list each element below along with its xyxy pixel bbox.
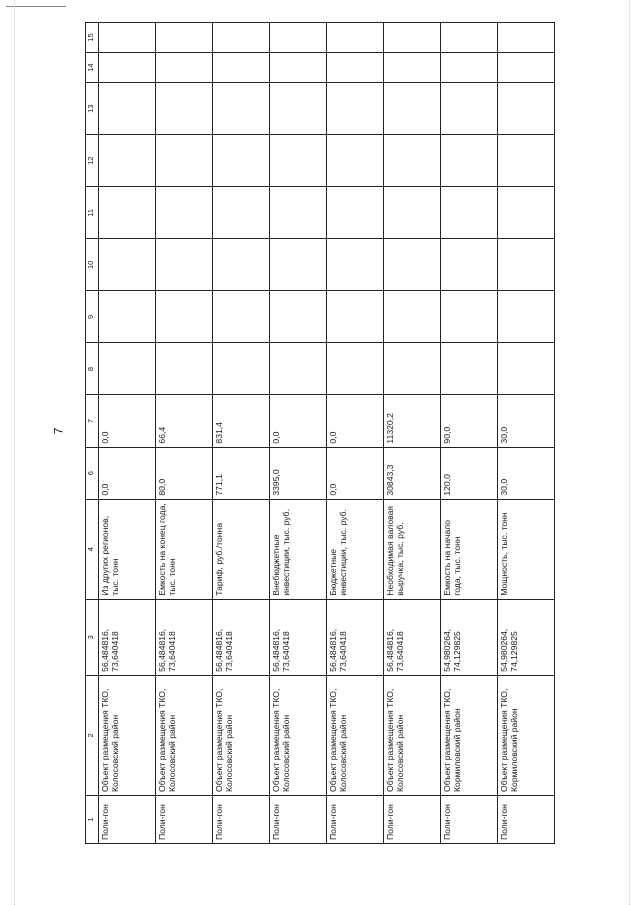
column-header: 9 <box>86 291 99 343</box>
table-cell: 30843,3 <box>384 447 441 499</box>
table-cell <box>384 53 441 83</box>
table-cell: 831,4 <box>213 395 270 447</box>
table-cell: 54,980264, 74,129825 <box>441 599 498 675</box>
table-cell: Поли-гон <box>384 795 441 843</box>
table-cell <box>99 239 156 291</box>
column-header: 14 <box>86 53 99 83</box>
table-cell <box>156 23 213 53</box>
table-cell <box>498 239 555 291</box>
table-cell <box>327 239 384 291</box>
column-header: 8 <box>86 343 99 395</box>
column-header: 15 <box>86 23 99 53</box>
table-cell <box>384 343 441 395</box>
table-cell: Объект размещения ТКО, Колосовский район <box>213 675 270 795</box>
column-header: 2 <box>86 675 99 795</box>
table-cell <box>498 135 555 187</box>
column-header: 10 <box>86 239 99 291</box>
table-cell: Объект размещения ТКО, Колосовский район <box>384 675 441 795</box>
table-cell <box>441 239 498 291</box>
table-cell: 80,0 <box>156 447 213 499</box>
column-header: 6 <box>86 447 99 499</box>
table-cell: Поли-гон <box>327 795 384 843</box>
scan-right-edge <box>629 0 630 905</box>
table-cell <box>99 23 156 53</box>
table-cell: 56,484816, 73,640418 <box>270 599 327 675</box>
table-cell: Бюджетные инвестиции, тыс. руб. <box>327 499 384 599</box>
table-cell <box>384 187 441 239</box>
table-cell: Из других регионов, тыс. тонн <box>99 499 156 599</box>
table-cell <box>270 239 327 291</box>
table-cell <box>213 135 270 187</box>
table-cell: 0,0 <box>99 447 156 499</box>
table-cell: Емкость на конец года, тыс. тонн <box>156 499 213 599</box>
table-cell: Объект размещения ТКО, Колосовский район <box>156 675 213 795</box>
table-cell <box>213 187 270 239</box>
table-row <box>498 23 555 844</box>
data-table <box>85 22 555 844</box>
table-cell: 30,0 <box>498 395 555 447</box>
table-cell <box>384 135 441 187</box>
table-cell <box>270 187 327 239</box>
column-header: 12 <box>86 135 99 187</box>
table-cell <box>441 135 498 187</box>
page-number: 7 <box>51 427 66 435</box>
table-cell: 56,484816, 73,640418 <box>99 599 156 675</box>
table-cell: Тариф, руб./тонна <box>213 499 270 599</box>
table-body <box>99 23 555 844</box>
table-cell <box>441 291 498 343</box>
table-cell <box>156 135 213 187</box>
table-cell <box>270 135 327 187</box>
table-row <box>213 23 270 844</box>
table-cell <box>156 53 213 83</box>
table-cell: 30,0 <box>498 447 555 499</box>
table-cell <box>498 291 555 343</box>
table-cell <box>270 343 327 395</box>
table-cell <box>498 53 555 83</box>
table-cell: 120,0 <box>441 447 498 499</box>
table-cell <box>270 83 327 135</box>
table-cell: Объект размещения ТКО, Кормиловский район <box>498 675 555 795</box>
table-header-row <box>86 23 99 844</box>
table-cell <box>156 291 213 343</box>
table-cell <box>156 187 213 239</box>
table-cell: Емкость на начало года, тыс. тонн <box>441 499 498 599</box>
table-cell <box>384 239 441 291</box>
table-cell <box>498 187 555 239</box>
column-header: 1 <box>86 795 99 843</box>
table-cell <box>213 291 270 343</box>
table-row <box>327 23 384 844</box>
table-cell: 11320,2 <box>384 395 441 447</box>
table-cell: Внебюджетные инвестиции, тыс. руб. <box>270 499 327 599</box>
table-row <box>384 23 441 844</box>
table-cell: Поли-гон <box>270 795 327 843</box>
table-cell <box>156 343 213 395</box>
table-cell <box>498 23 555 53</box>
table-cell: 66,4 <box>156 395 213 447</box>
table-cell <box>156 239 213 291</box>
data-table-wrapper <box>85 22 525 844</box>
table-cell: Поли-гон <box>498 795 555 843</box>
table-cell: 0,0 <box>270 395 327 447</box>
table-cell <box>213 53 270 83</box>
table-cell: Объект размещения ТКО, Колосовский район <box>327 675 384 795</box>
table-cell: Поли-гон <box>441 795 498 843</box>
table-cell <box>213 239 270 291</box>
column-header: 11 <box>86 187 99 239</box>
table-cell <box>384 83 441 135</box>
table-cell: 0,0 <box>327 447 384 499</box>
table-cell: 54,980264, 74,129825 <box>498 599 555 675</box>
table-cell <box>327 187 384 239</box>
table-cell <box>99 53 156 83</box>
table-row <box>156 23 213 844</box>
table-cell: Поли-гон <box>99 795 156 843</box>
table-cell <box>99 291 156 343</box>
table-cell <box>327 53 384 83</box>
table-cell <box>441 343 498 395</box>
table-cell <box>156 83 213 135</box>
table-cell <box>99 135 156 187</box>
table-cell: Объект размещения ТКО, Кормиловский район <box>441 675 498 795</box>
table-cell <box>99 83 156 135</box>
table-cell: Необходимая валовая выручка, тыс. руб. <box>384 499 441 599</box>
table-cell: 56,484816, 73,640418 <box>384 599 441 675</box>
table-cell: Объект размещения ТКО, Колосовский район <box>270 675 327 795</box>
table-cell <box>498 83 555 135</box>
table-row <box>270 23 327 844</box>
table-cell: Объект размещения ТКО, Колосовский район <box>99 675 156 795</box>
table-cell: 0,0 <box>327 395 384 447</box>
table-cell <box>327 291 384 343</box>
table-cell <box>441 83 498 135</box>
table-cell: 90,0 <box>441 395 498 447</box>
column-header: 7 <box>86 395 99 447</box>
table-cell: 771,1 <box>213 447 270 499</box>
table-cell <box>441 53 498 83</box>
rotated-table-frame <box>85 22 525 844</box>
table-cell <box>441 187 498 239</box>
scan-top-line <box>6 6 66 7</box>
table-cell: 56,484816, 73,640418 <box>327 599 384 675</box>
table-cell <box>327 135 384 187</box>
table-cell <box>99 187 156 239</box>
table-cell <box>498 343 555 395</box>
table-cell <box>270 291 327 343</box>
table-cell <box>327 343 384 395</box>
table-cell <box>384 291 441 343</box>
table-cell <box>213 343 270 395</box>
table-cell <box>441 23 498 53</box>
table-cell <box>384 23 441 53</box>
table-row <box>99 23 156 844</box>
table-cell <box>327 23 384 53</box>
table-cell: Поли-гон <box>156 795 213 843</box>
table-cell <box>270 23 327 53</box>
column-header: 3 <box>86 599 99 675</box>
table-cell <box>327 83 384 135</box>
table-cell: 56,484816, 73,640418 <box>213 599 270 675</box>
table-cell: 3395,0 <box>270 447 327 499</box>
table-cell <box>213 83 270 135</box>
scan-left-edge <box>14 0 15 905</box>
table-cell <box>213 23 270 53</box>
table-cell <box>270 53 327 83</box>
column-header: 13 <box>86 83 99 135</box>
table-cell: Поли-гон <box>213 795 270 843</box>
table-cell <box>99 343 156 395</box>
table-cell: Мощность, тыс. тонн <box>498 499 555 599</box>
table-row <box>441 23 498 844</box>
table-cell: 0,0 <box>99 395 156 447</box>
table-cell: 56,484816, 73,640418 <box>156 599 213 675</box>
column-header: 4 <box>86 499 99 599</box>
